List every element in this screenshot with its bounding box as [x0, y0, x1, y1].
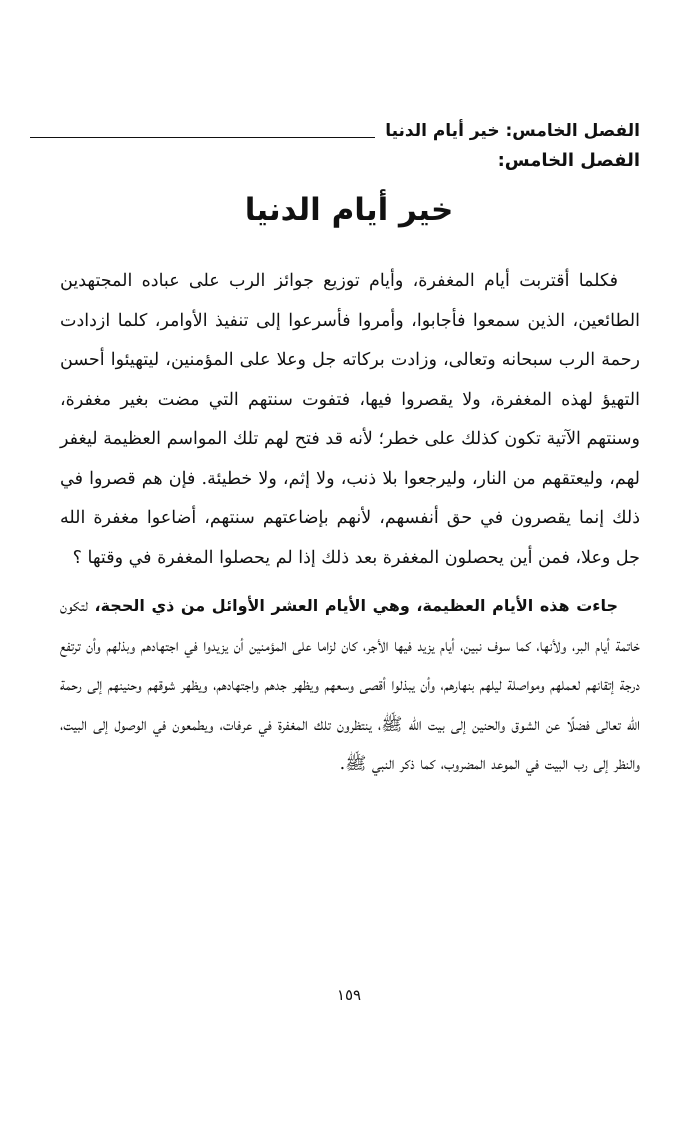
- chapter-title: خير أيام الدنيا: [244, 192, 454, 228]
- paragraph-2-text: لتكون خاتمة أيام البر، ولأنها، كما سوف نبين، أيام يزيد فيها الأجر، كان لزاما على المؤمنين أن يزيدوا في اجتهادهم وبذلهم وأن ترتفع درجة إتقانهم لعملهم ومواصلة ليلهم بنهارهم، وأن يبذلوا أقصى وسعهم ويظهر جدهم واجتهادهم، ويظهر شوقهم وحنينهم إلى رحمة الله تعالى فضلًا عن الشوق والحنين إلى بيت الله ﷺ، ينتظرون تلك المغفرة في عرفات، ويطمعون في الوصول إلى البيت، والنظر إلى رب البيت في الموعد المضروب، كما ذكر النبي ﷺ.: [60, 596, 640, 774]
- paragraph-1: فكلما أقتربت أيام المغفرة، وأيام توزيع جوائز الرب على عباده المجتهدين الطائعين، الذين سمعوا فأجابوا، وأمروا فأسرعوا إلى تنفيذ الأوامر، كلما ازدادت رحمة الرب سبحانه وتعالى، وزادت بركاته جل وعلا على المؤمنين، ليتهيئوا أحسن التهيؤ لهذه المغفرة، ولا يقصروا فيها، فتفوت سنتهم التي مضت بغير مغفرة، وسنتهم الآتية تكون كذلك على خطر؛ لأنه قد فتح لهم تلك المواسم العظيمة ليغفر لهم، وليعتقهم من النار، وليرجعوا بلا ذنب، ولا إثم، ولا خطيئة. فإن هم قصروا في ذلك إنما يقصرون في حق أنفسهم، لأنهم بإضاعتهم سنتهم، أضاعوا مغفرة الله جل وعلا، فمن أين يحصلون المغفرة بعد ذلك إذا لم يحصلوا المغفرة في وقتها ؟: [60, 271, 640, 568]
- paragraph-2-lead: جاءت هذه الأيام العظيمة، وهي الأيام العشر الأوائل من ذي الحجة،: [94, 596, 618, 615]
- header-rule: [30, 137, 375, 138]
- running-header: [30, 110, 640, 140]
- paragraph-2: [60, 586, 640, 785]
- page-number: ١٥٩: [336, 986, 362, 1004]
- running-header-title: الفصل الخامس: خير أيام الدنيا: [385, 121, 640, 141]
- body-text: [60, 262, 640, 785]
- chapter-label: الفصل الخامس:: [497, 150, 640, 171]
